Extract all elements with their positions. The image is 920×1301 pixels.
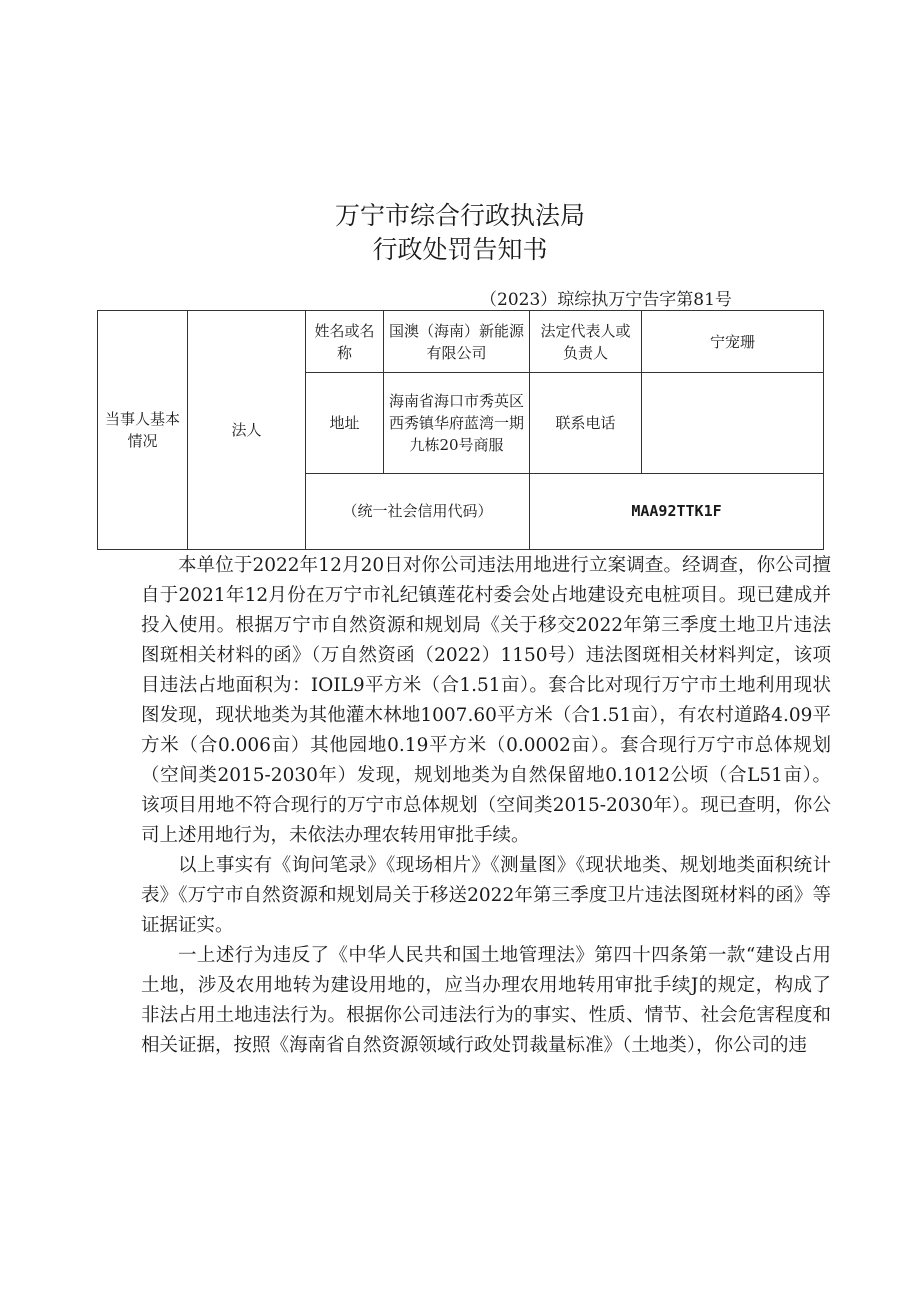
section-label: 当事人基本情况 [98,311,188,550]
credit-code-value: MAA92TTK1F [530,473,824,549]
name-value: 国澳（海南）新能源有限公司 [384,311,530,373]
document-number: （2023）琼综执万宁告字第81号 [480,290,732,310]
party-info-table [97,310,824,550]
address-label: 地址 [306,373,384,473]
document-title: 万宁市综合行政执法局 [334,201,585,230]
credit-code-label: （统一社会信用代码） [306,473,530,549]
body-paragraph-evidence: 以上事实有《询问笔录》《现场相片》《测量图》《现状地类、规划地类面积统计表》《万宁市自然资源和规划局关于移送2022年第三季度卫片违法图斑材料的函》等证据证实。 [141,855,831,936]
body-paragraph-facts: 本单位于2022年12月20日对你公司违法用地进行立案调查。经调查，你公司擅自于2021年12月份在万宁市礼纪镇莲花村委会处占地建设充电桩项目。现已建成并投入使用。根据万宁市自然资源和规划局《关于移交2022年第三季度土地卫片违法图斑相关材料的函》（万自然资函（2022）1150号）违法图斑相关材料判定，该项目违法占地面积为：IOIL9平方米（合1.51亩）。套合比对现行万宁市土地利用现状图发现，现状地类为其他灌木林地1007.60平方米（合1.51亩），有农村道路4.09平方米（合0.006亩）其他园地0.19平方米（0.0002亩）。套合现行万宁市总体规划（空间类2015-2030年）发现，规划地类为自然保留地0.1012公顷（合L51亩）。该项目用地不符合现行的万宁市总体规划（空间类2015-2030年）。现已查明，你公司上述用地行为，未依法办理农转用审批手续。 [141,555,831,846]
body-paragraph-violation: 一上述行为违反了《中华人民共和国土地管理法》第四十四条第一款“建设占用土地，涉及农用地转为建设用地的，应当办理农用地转用审批手续J的规定，构成了非法占用土地违法行为。根据你公司违法行为的事实、性质、情节、社会危害程度和相关证据，按照《海南省自然资源领域行政处罚裁量标准》（土地类），你公司的违 [141,945,831,1056]
name-label: 姓名或名称 [306,311,384,373]
phone-label: 联系电话 [530,373,642,473]
document-subtitle: 行政处罚告知书 [372,235,548,264]
party-type: 法人 [188,311,306,550]
legal-rep-label: 法定代表人或负责人 [530,311,642,373]
notice-body [141,551,831,1061]
phone-value [642,373,824,473]
legal-rep-value: 宁宠珊 [642,311,824,373]
address-value: 海南省海口市秀英区西秀镇华府蓝湾一期九栋20号商服 [384,373,530,473]
